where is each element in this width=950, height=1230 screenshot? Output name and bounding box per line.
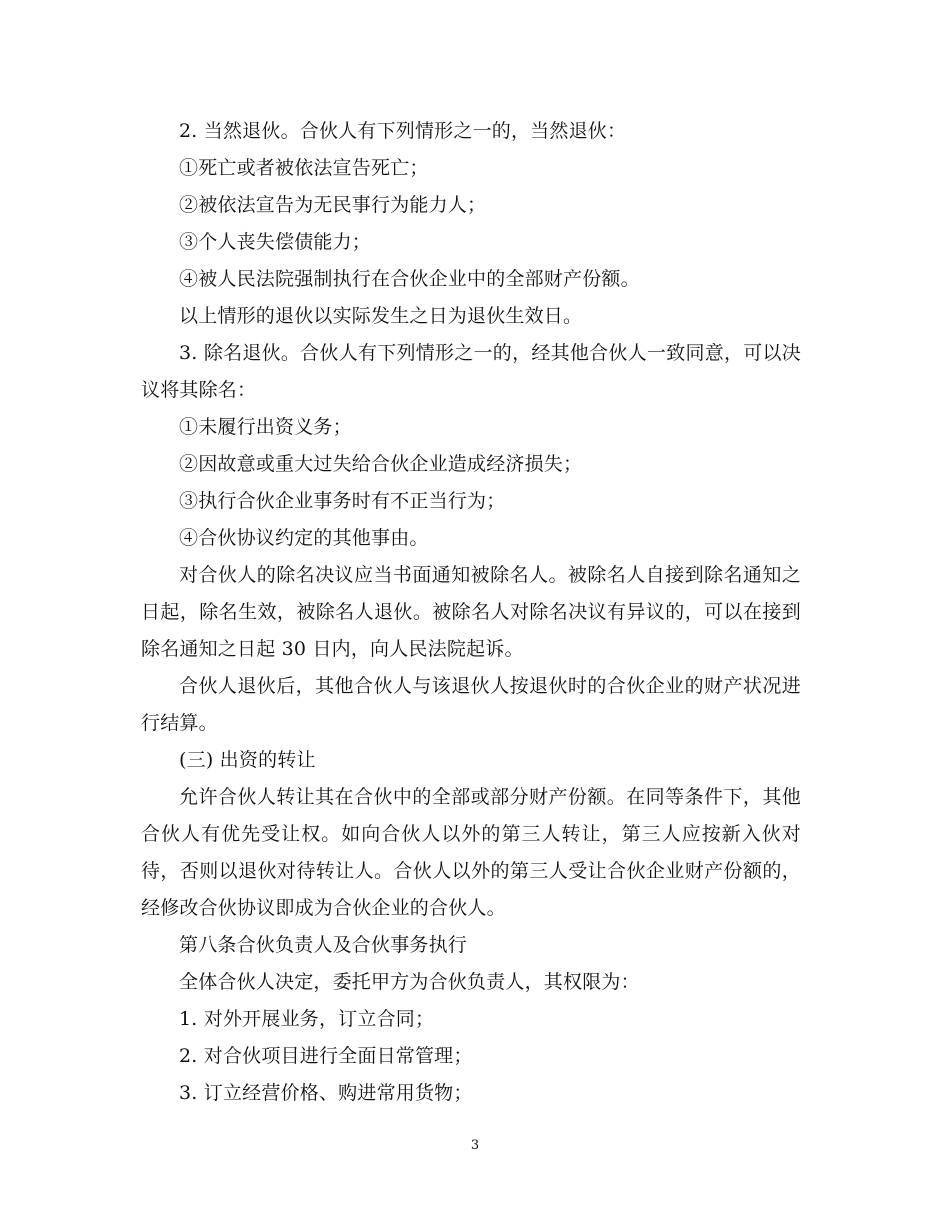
paragraph: 3. 除名退伙。合伙人有下列情形之一的，经其他合伙人一致同意，可以决议将其除名： [141,342,801,401]
page-number: 3 [470,1138,480,1153]
paragraph: 合伙人退伙后，其他合伙人与该退伙人按退伙时的合伙企业的财产状况进行结算。 [141,675,801,734]
section-heading: (三) 出资的转让 [179,749,316,771]
paragraph: ③个人丧失偿债能力； [179,231,372,253]
paragraph: ④合伙协议约定的其他事由。 [179,527,429,549]
paragraph: 对合伙人的除名决议应当书面通知被除名人。被除名人自接到除名通知之日起，除名生效，被除名人退伙。被除名人对除名决议有异议的，可以在接到除名通知之日起 30 日内，向人民法院起诉。 [141,564,801,660]
list-item: 2. 对合伙项目进行全面日常管理； [179,1045,473,1067]
paragraph: ②被依法宣告为无民事行为能力人； [179,194,487,216]
paragraph: 允许合伙人转让其在合伙中的全部或部分财产份额。在同等条件下，其他合伙人有优先受让权。如向合伙人以外的第三人转让，第三人应按新入伙对待，否则以退伙对待转让人。合伙人以外的第三人受让合伙企业财产份额的，经修改合伙协议即成为合伙企业的合伙人。 [141,786,801,919]
article-heading: 第八条合伙负责人及合伙事务执行 [179,934,468,956]
document-body [141,113,801,1112]
list-item: 1. 对外开展业务，订立合同； [179,1008,435,1030]
paragraph: ①死亡或者被依法宣告死亡； [179,157,429,179]
paragraph: 全体合伙人决定，委托甲方为合伙负责人，其权限为： [179,971,640,993]
paragraph: 2. 当然退伙。合伙人有下列情形之一的，当然退伙： [179,120,627,142]
paragraph: 以上情形的退伙以实际发生之日为退伙生效日。 [179,305,583,327]
paragraph: ②因故意或重大过失给合伙企业造成经济损失； [179,453,583,475]
paragraph: ④被人民法院强制执行在合伙企业中的全部财产份额。 [179,268,640,290]
paragraph: ①未履行出资义务； [179,416,352,438]
paragraph: ③执行合伙企业事务时有不正当行为； [179,490,506,512]
list-item: 3. 订立经营价格、购进常用货物； [179,1082,473,1104]
